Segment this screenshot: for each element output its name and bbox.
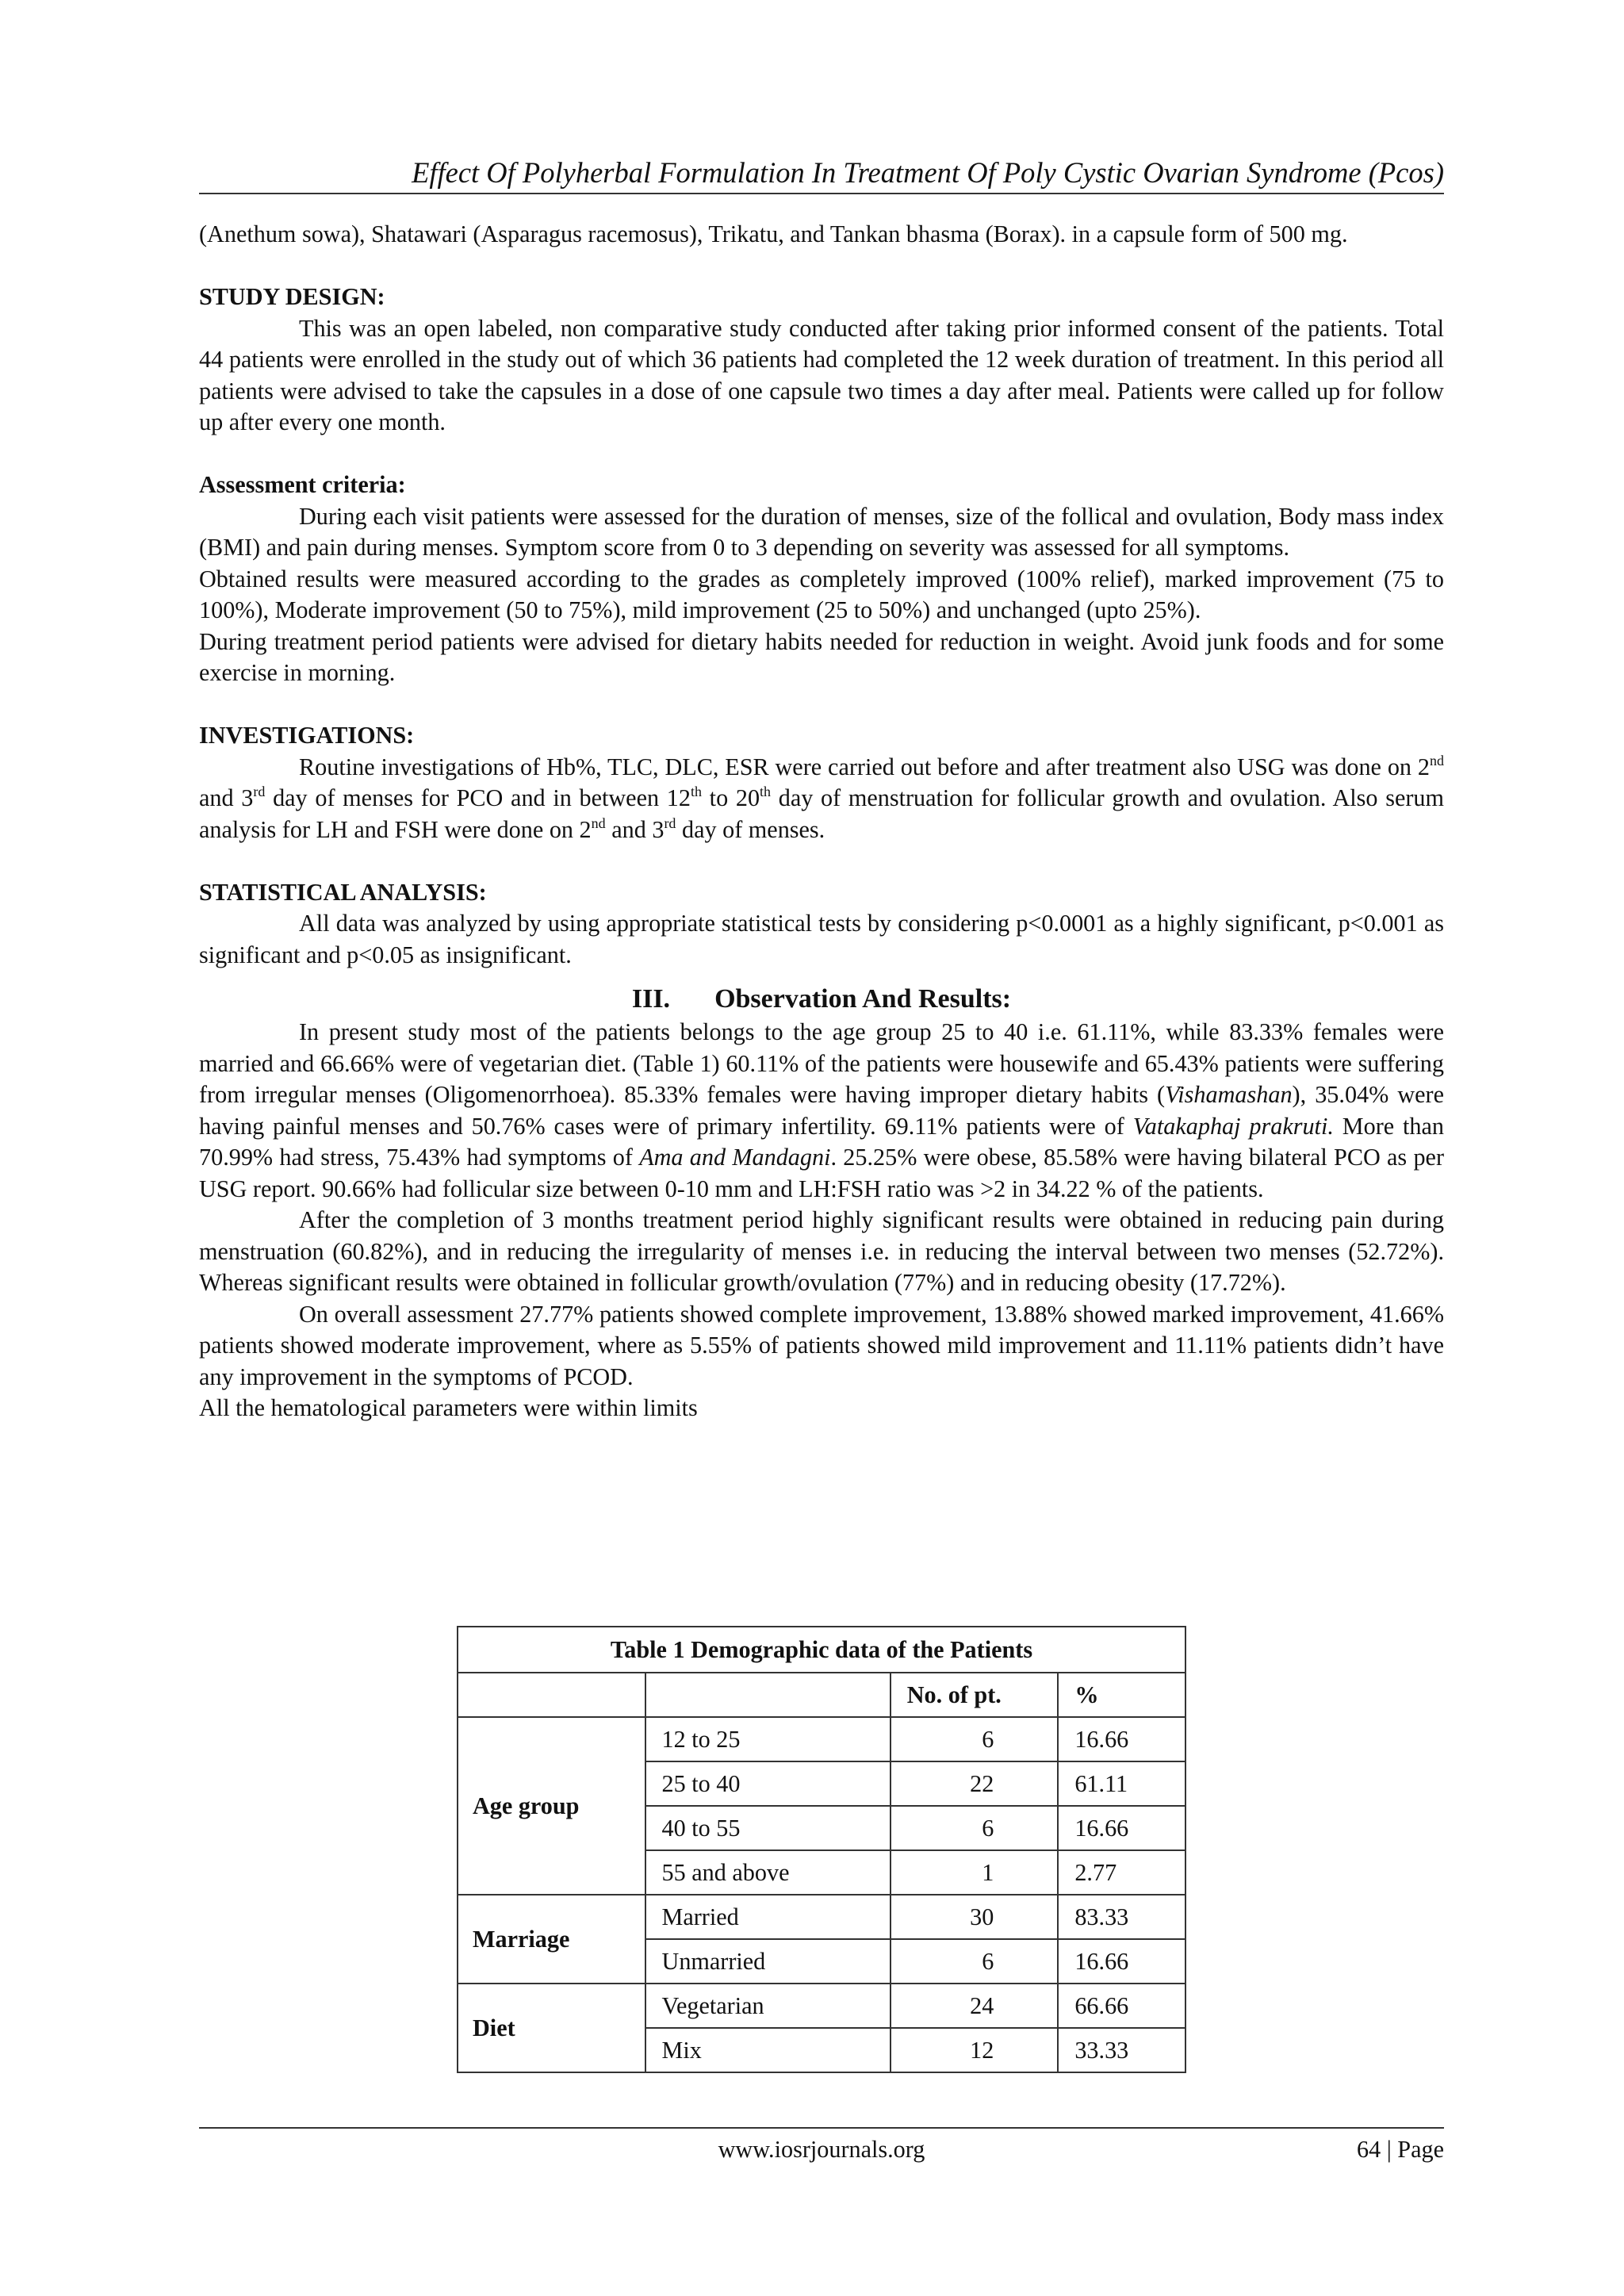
table-cell-percent: 83.33 [1058, 1895, 1185, 1939]
statistical-heading: STATISTICAL ANALYSIS: [199, 878, 487, 906]
table-cell-label: Married [645, 1895, 891, 1939]
table-cell-count: 12 [891, 2028, 1059, 2072]
table-cell-label: Unmarried [645, 1939, 891, 1984]
table-row [458, 1717, 1185, 1761]
observation-paragraph-4: All the hematological parameters were within limits [199, 1394, 698, 1421]
table-group-label: Marriage [458, 1895, 645, 1984]
table-group-label: Diet [458, 1984, 645, 2072]
table-row [458, 1984, 1185, 2028]
assessment-paragraph-3: During treatment period patients were advised for dietary habits needed for reduction in weight. Avoid junk foods and for some exercise in morning. [199, 627, 1444, 686]
table-cell-label: 40 to 55 [645, 1806, 891, 1850]
section-title [199, 982, 1444, 1017]
table-cell-count: 6 [891, 1939, 1059, 1984]
table-cell-label: Mix [645, 2028, 891, 2072]
statistical-paragraph: All data was analyzed by using appropriate statistical tests by considering p<0.0001 as a highly significant, p<0.001 as significant and p<0.05 as insignificant. [199, 910, 1444, 968]
study-design-heading: STUDY DESIGN: [199, 283, 385, 310]
main-content [199, 219, 1444, 1424]
table-cell-count: 6 [891, 1717, 1059, 1761]
observation-paragraph-1: In present study most of the patients belongs to the age group 25 to 40 i.e. 61.11%, while 83.33% females were married and 66.66% were of vegetarian diet. (Table 1) 60.11% of the patients were housewife and 65.43% patients were suffering from irregular menses (Oligomenorrhoea). 85.33% females were having improper dietary habits (Vishamashan), 35.04% were having painful menses and 50.76% cases were of primary infertility. 69.11% patients were of Vatakaphaj prakruti. More than 70.99% had stress, 75.43% had symptoms of Ama and Mandagni. 25.25% were obese, 85.58% were having bilateral PCO as per USG report. 90.66% had follicular size between 0-10 mm and LH:FSH ratio was >2 in 34.22 % of the patients. [199, 1018, 1445, 1202]
table-cell-percent: 16.66 [1058, 1717, 1185, 1761]
table-cell-percent: 66.66 [1058, 1984, 1185, 2028]
footer-website: www.iosrjournals.org [718, 2136, 925, 2163]
observation-paragraph-2: After the completion of 3 months treatment period highly significant results were obtained in reducing pain during menstruation (60.82%), and in reducing the irregularity of menses i.e. in reducing the interval between two menses (52.72%). Whereas significant results were obtained in follicular growth/ovulation (77%) and in reducing obesity (17.72%). [199, 1206, 1444, 1296]
table-header-empty-2 [645, 1673, 891, 1717]
table-cell-percent: 33.33 [1058, 2028, 1185, 2072]
running-header: Effect Of Polyherbal Formulation In Treatment Of Poly Cystic Ovarian Syndrome (Pcos) [412, 156, 1444, 189]
table-1 [457, 1626, 1186, 2073]
table-cell-label: 12 to 25 [645, 1717, 891, 1761]
table-cell-label: Vegetarian [645, 1984, 891, 2028]
table-cell-count: 1 [891, 1850, 1059, 1895]
table-cell-count: 22 [891, 1761, 1059, 1806]
footer-rule [199, 2127, 1444, 2129]
investigations-heading: INVESTIGATIONS: [199, 722, 415, 749]
table-header-empty-1 [458, 1673, 645, 1717]
table-header-no-of-pt: No. of pt. [891, 1673, 1059, 1717]
intro-paragraph: (Anethum sowa), Shatawari (Asparagus racemosus), Trikatu, and Tankan bhasma (Borax). in a capsule form of 500 mg. [199, 220, 1348, 247]
assessment-heading: Assessment criteria: [199, 471, 406, 498]
section-title-text: Observation And Results: [714, 984, 1012, 1014]
section-number: III. [631, 984, 671, 1014]
study-design-paragraph: This was an open labeled, non comparative study conducted after taking prior informed consent of the patients. Total 44 patients were enrolled in the study out of which 36 patients had completed the 12 week duration of treatment. In this period all patients were advised to take the capsules in a dose of one capsule two times a day after meal. Patients were called up for follow up after every one month. [199, 314, 1444, 435]
table-cell-count: 24 [891, 1984, 1059, 2028]
assessment-paragraph-1: During each visit patients were assessed for the duration of menses, size of the follical and ovulation, Body mass index (BMI) and pain during menses. Symptom score from 0 to 3 depending on severity was assessed for all symptoms. [199, 502, 1444, 561]
footer-page-number: 64 | Page [1356, 2136, 1444, 2163]
table-caption: Table 1 Demographic data of the Patients [458, 1627, 1185, 1673]
table-cell-percent: 2.77 [1058, 1850, 1185, 1895]
table-cell-label: 25 to 40 [645, 1761, 891, 1806]
table-row [458, 1895, 1185, 1939]
table-cell-count: 30 [891, 1895, 1059, 1939]
demographic-table [457, 1626, 1186, 2073]
table-cell-percent: 16.66 [1058, 1939, 1185, 1984]
table-cell-percent: 61.11 [1058, 1761, 1185, 1806]
table-cell-percent: 16.66 [1058, 1806, 1185, 1850]
table-header-percent: % [1058, 1673, 1185, 1717]
assessment-paragraph-2: Obtained results were measured according to the grades as completely improved (100% relief), marked improvement (75 to 100%), Moderate improvement (50 to 75%), mild improvement (25 to 50%) and unchanged (upto 25%). [199, 565, 1444, 623]
header-rule [199, 193, 1444, 194]
table-cell-label: 55 and above [645, 1850, 891, 1895]
table-group-label: Age group [458, 1717, 645, 1895]
table-cell-count: 6 [891, 1806, 1059, 1850]
observation-paragraph-3: On overall assessment 27.77% patients showed complete improvement, 13.88% showed marked improvement, 41.66% patients showed moderate improvement, where as 5.55% of patients showed mild improvement and 11.11% patients didn’t have any improvement in the symptoms of PCOD. [199, 1300, 1444, 1390]
investigations-paragraph: Routine investigations of Hb%, TLC, DLC, ESR were carried out before and after treatment also USG was done on 2nd and 3rd day of menses for PCO and in between 12th to 20th day of menstruation for follicular growth and ovulation. Also serum analysis for LH and FSH were done on 2nd and 3rd day of menses. [199, 752, 1444, 843]
